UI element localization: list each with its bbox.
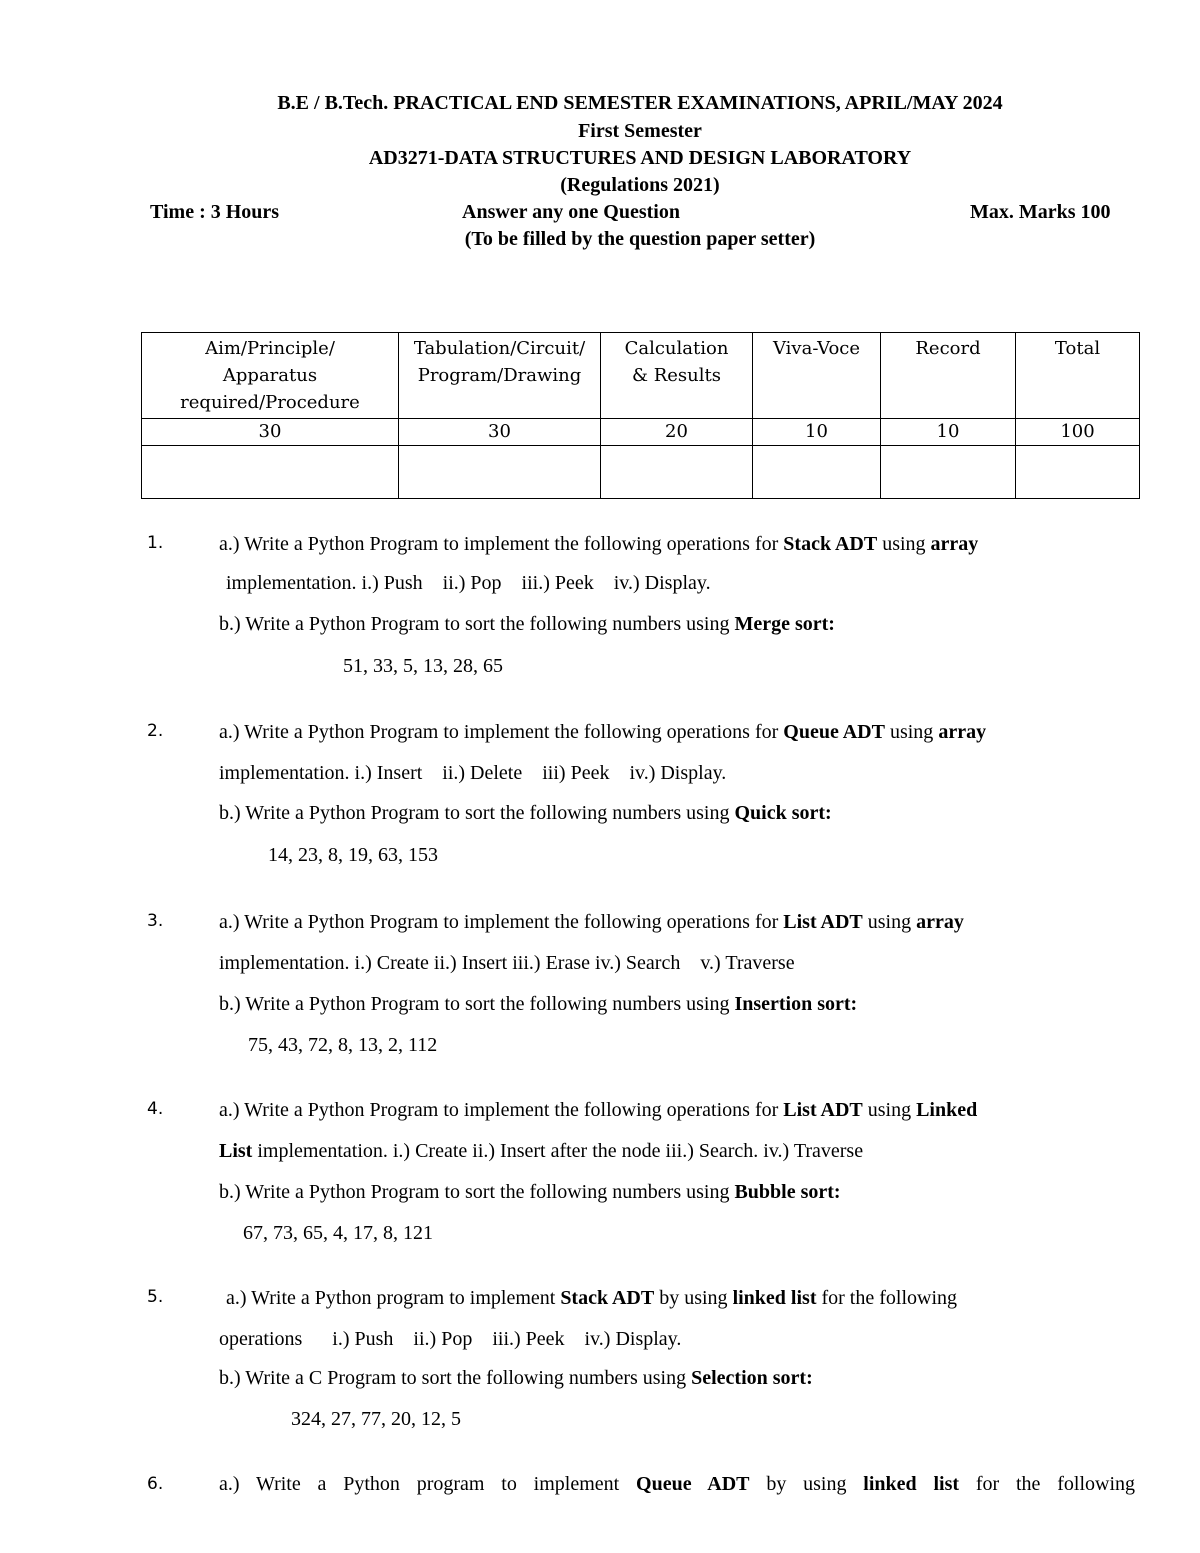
header-text: Apparatus (222, 365, 318, 386)
exam-title: B.E / B.Tech. PRACTICAL END SEMESTER EXAMINATIONS, APRIL/MAY 2024 (277, 92, 1003, 114)
q-text: by using (749, 1473, 864, 1495)
header-text: Program/Drawing (417, 365, 582, 386)
q-text: using (877, 533, 931, 555)
q-text: for the following (816, 1287, 958, 1309)
q-text: b.) Write a Python Program to sort the following numbers using (219, 1181, 735, 1203)
q-text: a.) Write a Python Program to implement the following operations for (219, 721, 784, 743)
question-6-a-line1 (219, 1474, 1135, 1494)
value-cell: 20 (601, 419, 753, 446)
q-bold: Insertion sort: (734, 993, 858, 1015)
question-number: 2. (147, 721, 164, 741)
blank-cell (601, 446, 753, 499)
header-text: & Results (631, 365, 721, 386)
q-bold: array (938, 721, 987, 743)
q-bold: Stack ADT (783, 533, 878, 555)
question-number: 4. (147, 1099, 164, 1119)
header-text: Viva-Voce (772, 338, 861, 359)
header-cell (399, 333, 601, 419)
value-cell: 10 (753, 419, 881, 446)
question-3-numbers: 75, 43, 72, 8, 13, 2, 112 (248, 1034, 438, 1056)
q-text: a.) Write a Python program to implement (219, 1473, 637, 1495)
q-bold: List (219, 1140, 253, 1162)
course-title: AD3271-DATA STRUCTURES AND DESIGN LABORATORY (368, 147, 912, 169)
value-cell: 10 (881, 419, 1016, 446)
header-text: Calculation (624, 338, 729, 359)
header-text: Tabulation/Circuit/ (413, 338, 586, 359)
q-bold: Quick sort: (734, 802, 832, 824)
header-text: Aim/Principle/ (205, 338, 335, 359)
question-2-a-line1 (219, 722, 986, 742)
question-1-numbers: 51, 33, 5, 13, 28, 65 (343, 655, 503, 677)
question-1-a-line2: implementation. i.) Push ii.) Pop iii.) Peek iv.) Display. (226, 572, 711, 594)
question-4-a-line1 (219, 1100, 977, 1120)
q-text: using (884, 721, 939, 743)
q-bold: linked list (863, 1473, 960, 1495)
question-5-b (219, 1368, 813, 1388)
question-number: 3. (147, 911, 164, 931)
q-bold: array (930, 533, 979, 555)
question-number: 6. (147, 1474, 164, 1494)
q-text: b.) Write a Python Program to sort the following numbers using (219, 802, 735, 824)
question-5-a-line2: operations i.) Push ii.) Pop iii.) Peek iv.) Display. (219, 1328, 682, 1350)
q-bold: Linked (916, 1099, 978, 1121)
question-number: 5. (147, 1287, 164, 1307)
q-bold: Selection sort: (691, 1367, 813, 1389)
value-cell: 30 (399, 419, 601, 446)
q-text: for the following (959, 1473, 1135, 1495)
header-cell (753, 333, 881, 419)
question-3-a-line1 (219, 912, 964, 932)
q-text: b.) Write a Python Program to sort the following numbers using (219, 613, 735, 635)
marks-table (141, 332, 1140, 499)
question-2-numbers: 14, 23, 8, 19, 63, 153 (268, 844, 438, 866)
blank-cell (399, 446, 601, 499)
blank-cell (142, 446, 399, 499)
q-text: b.) Write a C Program to sort the following numbers using (219, 1367, 692, 1389)
question-4-b (219, 1182, 841, 1202)
table-row (142, 419, 1140, 446)
header-text: Total (1054, 338, 1101, 359)
q-bold: array (916, 911, 964, 933)
q-text: a.) Write a Python Program to implement the following operations for (219, 911, 784, 933)
value-cell: 30 (142, 419, 399, 446)
regulations-label: (Regulations 2021) (560, 174, 720, 196)
q-text: using (862, 1099, 917, 1121)
question-5-numbers: 324, 27, 77, 20, 12, 5 (291, 1408, 461, 1430)
q-bold: List ADT (783, 1099, 863, 1121)
setter-note: (To be filled by the question paper setter) (464, 228, 816, 250)
blank-cell (753, 446, 881, 499)
q-bold: Merge sort: (734, 613, 835, 635)
header-text: Record (915, 338, 981, 359)
question-1-b (219, 614, 835, 634)
max-marks-label: Max. Marks 100 (970, 201, 1111, 223)
question-3-a-line2: implementation. i.) Create ii.) Insert iii.) Erase iv.) Search v.) Traverse (219, 952, 795, 974)
header-cell (881, 333, 1016, 419)
question-3-b (219, 994, 857, 1014)
table-row (142, 446, 1140, 499)
blank-cell (1016, 446, 1140, 499)
q-bold: Stack ADT (560, 1287, 655, 1309)
q-bold: linked list (732, 1287, 817, 1309)
q-bold: Queue ADT (783, 721, 885, 743)
q-bold: Bubble sort: (734, 1181, 841, 1203)
blank-cell (881, 446, 1016, 499)
question-2-b (219, 803, 832, 823)
question-5-a-line1 (226, 1288, 957, 1308)
question-number: 1. (147, 533, 164, 553)
q-text: using (862, 911, 917, 933)
question-4-numbers: 67, 73, 65, 4, 17, 8, 121 (243, 1222, 433, 1244)
header-cell (1016, 333, 1140, 419)
semester-label: First Semester (578, 120, 702, 142)
q-bold: List ADT (783, 911, 863, 933)
header-text: required/Procedure (180, 392, 360, 413)
q-text: implementation. i.) Create ii.) Insert after the node iii.) Search. iv.) Traverse (252, 1140, 864, 1162)
q-text: a.) Write a Python program to implement (226, 1287, 561, 1309)
value-cell: 100 (1016, 419, 1140, 446)
q-text: a.) Write a Python Program to implement the following operations for (219, 533, 784, 555)
question-4-a-line2 (219, 1141, 863, 1161)
q-text: b.) Write a Python Program to sort the following numbers using (219, 993, 735, 1015)
header-cell (601, 333, 753, 419)
q-text: by using (654, 1287, 733, 1309)
instruction-label: Answer any one Question (462, 201, 680, 223)
question-2-a-line2: implementation. i.) Insert ii.) Delete iii) Peek iv.) Display. (219, 762, 727, 784)
header-cell (142, 333, 399, 419)
question-1-a-line1 (219, 534, 978, 554)
table-row (142, 333, 1140, 419)
q-text: a.) Write a Python Program to implement the following operations for (219, 1099, 784, 1121)
time-label: Time : 3 Hours (150, 201, 280, 223)
q-bold: Queue ADT (636, 1473, 750, 1495)
